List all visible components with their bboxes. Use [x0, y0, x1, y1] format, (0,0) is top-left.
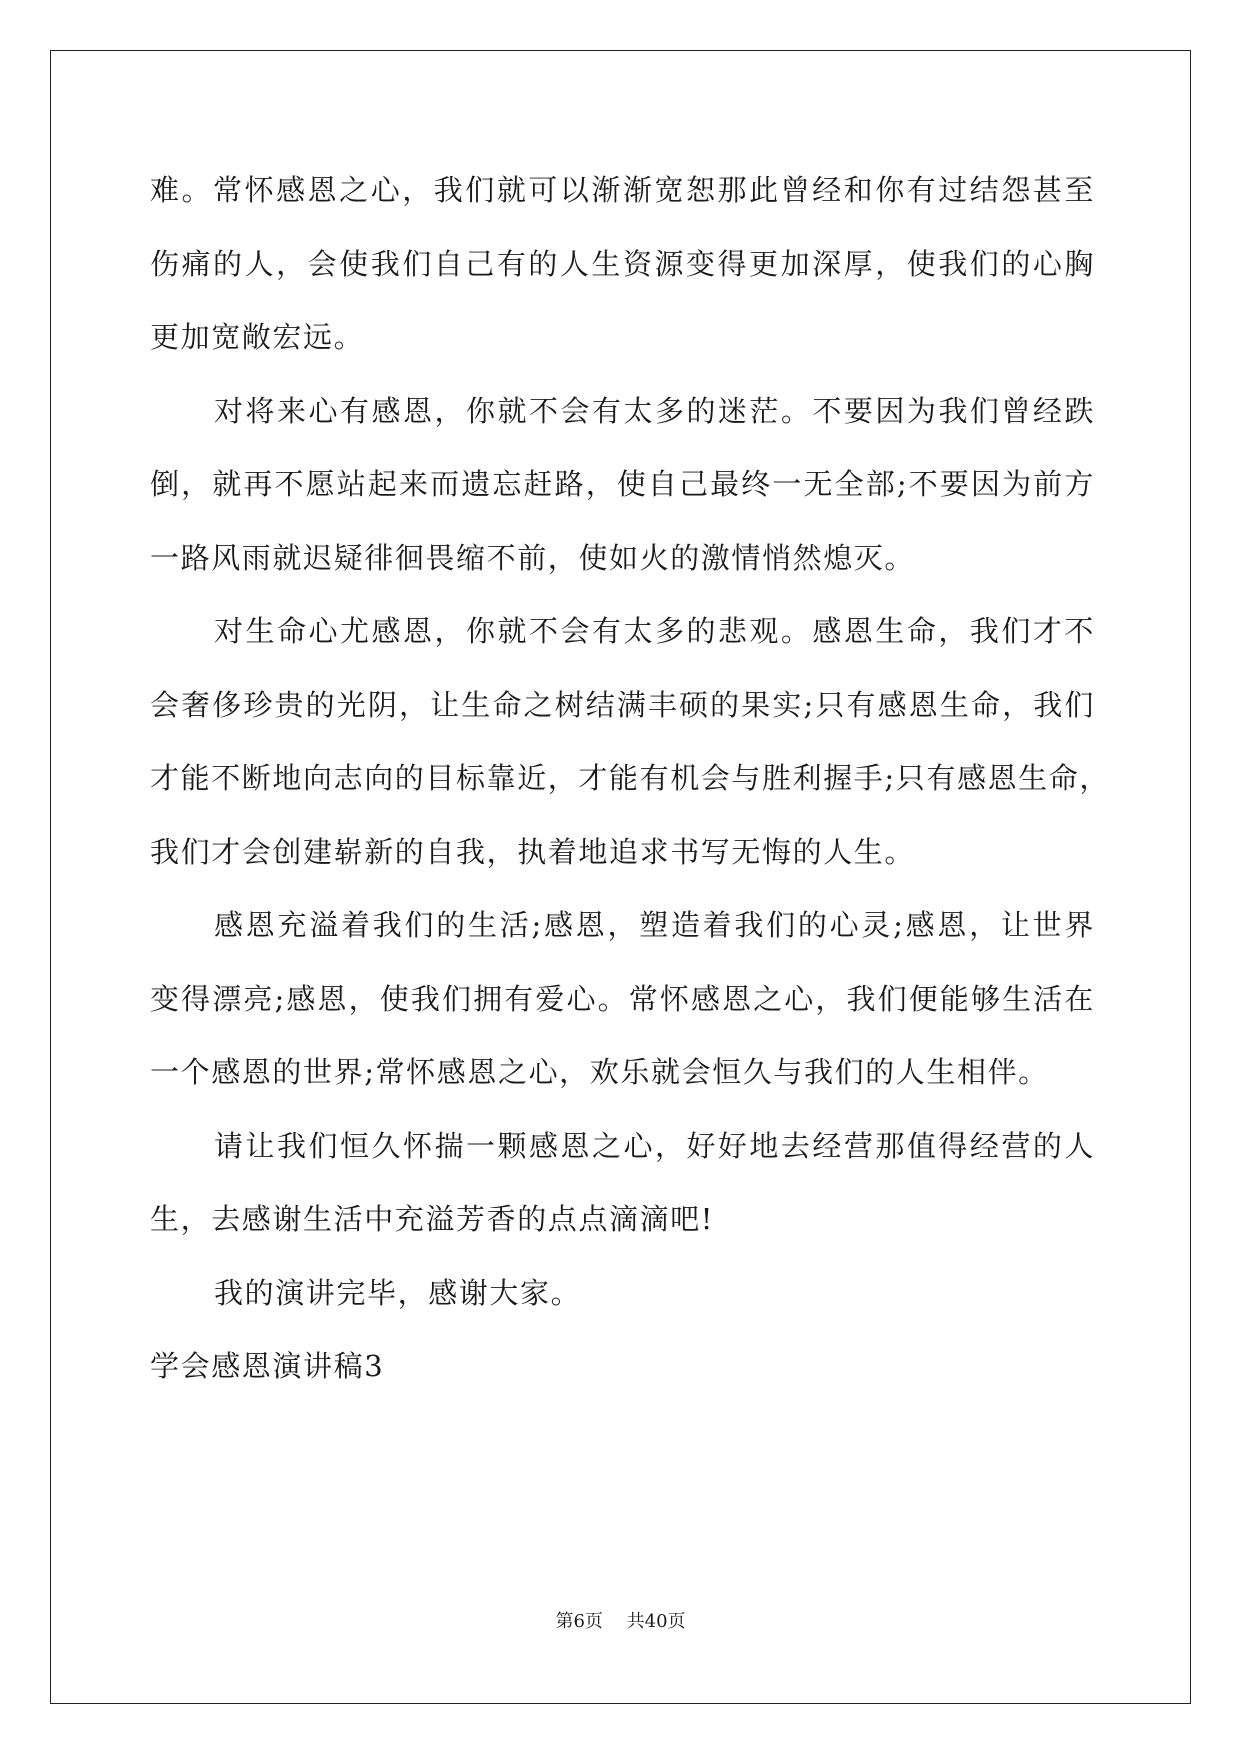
document-body [150, 162, 1110, 1412]
text-line: 我们才会创建崭新的自我，执着地追求书写无悔的人生。 [150, 834, 916, 869]
text-line: 变得漂亮;感恩，使我们拥有爱心。常怀感恩之心，我们便能够生活在 [150, 981, 1095, 1016]
text-line: 学会感恩演讲稿3 [150, 1349, 385, 1383]
text-line: 对将来心有感恩，你就不会有太多的迷茫。不要因为我们曾经跌 [214, 393, 1095, 428]
page-number: 第6页 [555, 1611, 603, 1632]
text-line: 我的演讲完毕，感谢大家。 [214, 1275, 582, 1310]
text-line: 更加宽敞宏远。 [150, 320, 365, 354]
text-line: 一路风雨就迟疑徘徊畏缩不前，使如火的激情悄然熄灭。 [150, 540, 916, 575]
text-line: 伤痛的人，会使我们自己有的人生资源变得更加深厚，使我们的心胸 [150, 246, 1095, 281]
text-line: 一个感恩的世界;常怀感恩之心，欢乐就会恒久与我们的人生相伴。 [150, 1055, 1049, 1089]
text-line: 才能不断地向志向的目标靠近，才能有机会与胜利握手;只有感恩生命， [150, 761, 1110, 795]
text-line: 对生命心尤感恩，你就不会有太多的悲观。感恩生命，我们才不 [214, 614, 1095, 648]
page-total: 共40页 [626, 1611, 686, 1632]
text-line: 生，去感谢生活中充溢芳香的点点滴滴吧! [150, 1202, 715, 1236]
text-line: 倒，就再不愿站起来而遗忘赶路，使自己最终一无全部;不要因为前方 [150, 467, 1095, 501]
text-line: 难。常怀感恩之心，我们就可以渐渐宽恕那此曾经和你有过结怨甚至 [150, 173, 1095, 207]
text-line: 请让我们恒久怀揣一颗感恩之心，好好地去经营那值得经营的人 [214, 1128, 1095, 1163]
page-footer [0, 1607, 1241, 1633]
text-line: 会奢侈珍贵的光阴，让生命之树结满丰硕的果实;只有感恩生命，我们 [150, 687, 1095, 722]
text-line: 感恩充溢着我们的生活;感恩，塑造着我们的心灵;感恩，让世界 [214, 908, 1095, 942]
